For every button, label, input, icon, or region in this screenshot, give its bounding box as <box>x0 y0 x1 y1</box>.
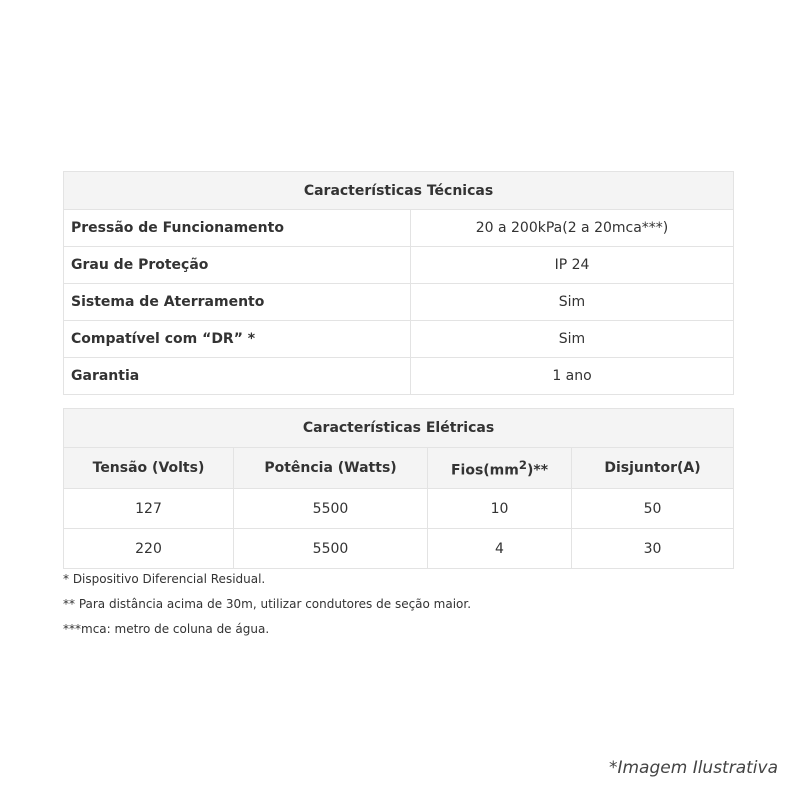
wires-column-header <box>428 448 572 489</box>
voltage-column-header: Tensão (Volts) <box>64 448 234 489</box>
power-column-header: Potência (Watts) <box>234 448 428 489</box>
breaker-cell: 50 <box>572 489 734 529</box>
row-label: Compatível com “DR” * <box>64 321 411 358</box>
table-row <box>64 489 734 529</box>
wires-header-prefix: Fios(mm <box>450 462 519 479</box>
wires-cell: 10 <box>428 489 572 529</box>
breaker-cell: 30 <box>572 529 734 569</box>
table-row <box>64 210 734 247</box>
table-row <box>64 358 734 395</box>
breaker-column-header: Disjuntor(A) <box>572 448 734 489</box>
table-title-row <box>64 172 734 210</box>
table-title-row <box>64 409 734 448</box>
electrical-characteristics-table <box>63 408 734 569</box>
wires-header-sup: 2 <box>518 457 527 472</box>
power-cell: 5500 <box>234 489 428 529</box>
row-label: Sistema de Aterramento <box>64 284 411 321</box>
footnotes <box>63 567 471 642</box>
table-row <box>64 284 734 321</box>
row-value: Sim <box>411 321 734 358</box>
row-label: Pressão de Funcionamento <box>64 210 411 247</box>
illustrative-image-caption: *Imagem Ilustrativa <box>608 758 778 778</box>
technical-table-title: Características Técnicas <box>64 172 734 210</box>
row-value: 20 a 200kPa(2 a 20mca***) <box>411 210 734 247</box>
footnote-distance: ** Para distância acima de 30m, utilizar condutores de seção maior. <box>63 597 472 611</box>
row-value: Sim <box>411 284 734 321</box>
row-value: 1 ano <box>411 358 734 395</box>
row-value: IP 24 <box>411 247 734 284</box>
footnote-dr: * Dispositivo Diferencial Residual. <box>63 572 266 586</box>
row-label: Grau de Proteção <box>64 247 411 284</box>
table-row <box>64 247 734 284</box>
wires-header-suffix: )** <box>526 462 549 479</box>
wires-cell: 4 <box>428 529 572 569</box>
table-header-row <box>64 448 734 489</box>
row-label: Garantia <box>64 358 411 395</box>
electrical-table-title: Características Elétricas <box>64 409 734 448</box>
power-cell: 5500 <box>234 529 428 569</box>
table-row <box>64 321 734 358</box>
table-row <box>64 529 734 569</box>
footnote-mca: ***mca: metro de coluna de água. <box>63 622 270 636</box>
voltage-cell: 127 <box>64 489 234 529</box>
voltage-cell: 220 <box>64 529 234 569</box>
technical-characteristics-table <box>63 171 734 395</box>
